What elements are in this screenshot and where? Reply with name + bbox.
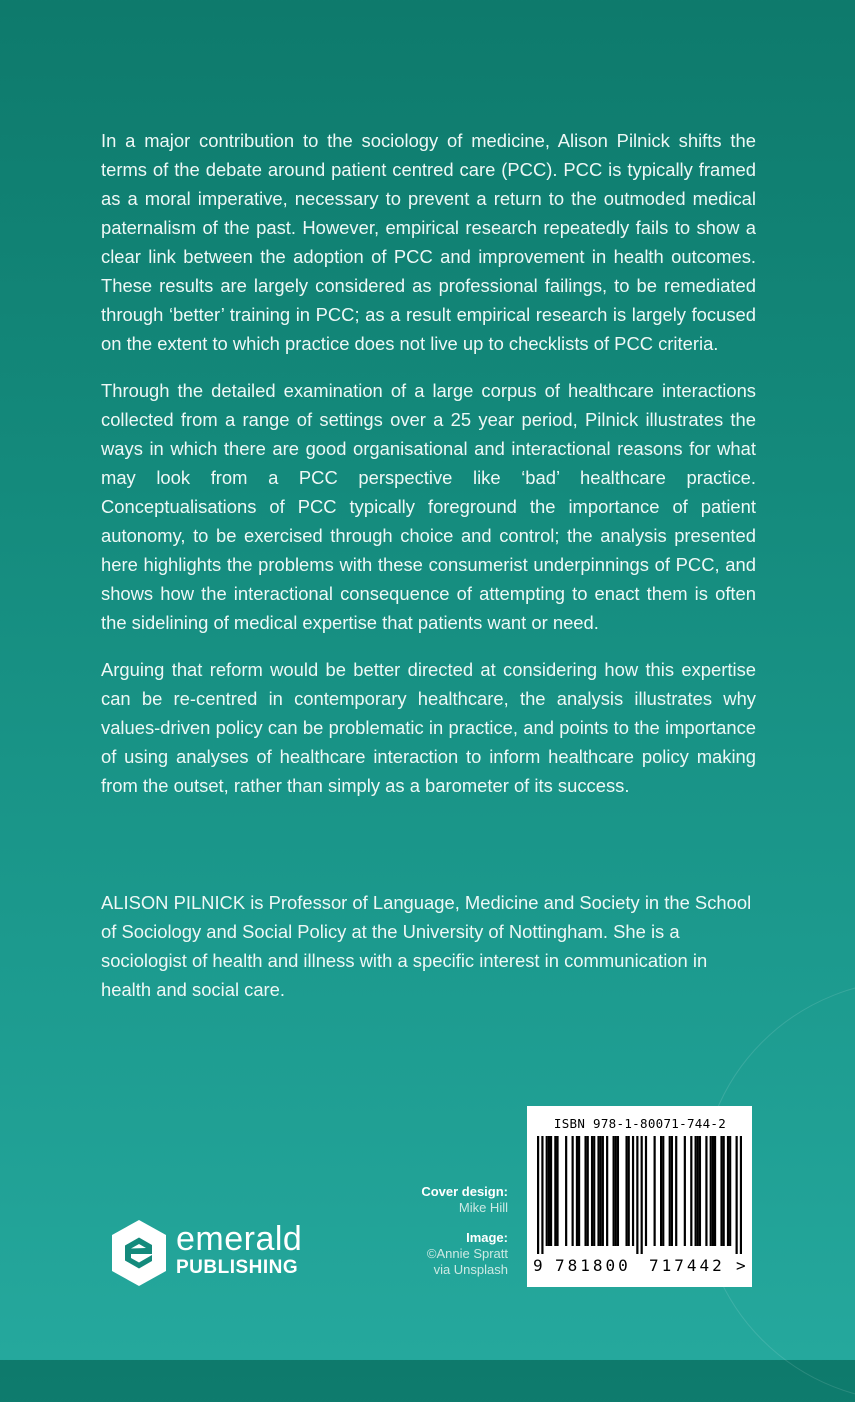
barcode-bar xyxy=(572,1136,574,1246)
image-credit-label: Image: xyxy=(466,1230,508,1245)
barcode-bar xyxy=(641,1136,643,1254)
barcode-bar xyxy=(695,1136,697,1246)
barcode-bar xyxy=(587,1136,589,1246)
blurb-paragraph-2: Through the detailed examination of a large corpus of healthcare interactions collected from a range of settings over a 25 year period, Pilnick illustrates the ways in which there are good organisational and interactional reasons for what may look from a PCC perspective like ‘bad’ healthcare practice. Conceptualisations of PCC typically foreground the importance of patient autonomy, to be exercised through choice and control; the analysis presented here highlights the problems with these consumerist underpinnings of PCC, and shows how the interactional consequence of attempting to enact them is often the sidelining of medical expertise that patients want or need. xyxy=(101,380,756,633)
barcode-bar xyxy=(729,1136,731,1246)
cover-credits xyxy=(370,1184,508,1278)
barcode-bar xyxy=(645,1136,647,1246)
image-credit-value-2: via Unsplash xyxy=(433,1262,508,1277)
barcode-bar xyxy=(736,1136,738,1254)
barcode-bar xyxy=(606,1136,608,1246)
barcode-bar xyxy=(662,1136,664,1246)
barcode-bar xyxy=(541,1136,543,1254)
barcode-bar xyxy=(690,1136,692,1246)
barcode-bar xyxy=(615,1136,617,1246)
isbn-barcode xyxy=(527,1106,752,1287)
barcode-bar xyxy=(591,1136,593,1246)
barcode-bar xyxy=(727,1136,729,1246)
barcode-bar xyxy=(710,1136,712,1246)
barcode-bar xyxy=(554,1136,556,1246)
barcode-bar xyxy=(565,1136,567,1246)
emerald-logo-icon xyxy=(108,1218,170,1288)
image-credit-value-1: ©Annie Spratt xyxy=(426,1246,508,1261)
cover-design-label: Cover design: xyxy=(421,1184,508,1199)
barcode-bar xyxy=(684,1136,686,1246)
barcode-bar xyxy=(671,1136,673,1246)
logo-word-publishing: PUBLISHING xyxy=(176,1257,299,1278)
barcode-bar xyxy=(723,1136,725,1246)
barcode-bar xyxy=(660,1136,662,1246)
barcode-bar xyxy=(714,1136,716,1246)
barcode-bar xyxy=(669,1136,671,1246)
barcode-bar xyxy=(625,1136,627,1246)
barcode-bar xyxy=(593,1136,595,1246)
barcode-bar xyxy=(600,1136,602,1246)
barcode-bar xyxy=(705,1136,707,1246)
logo-word-emerald: emerald xyxy=(176,1220,303,1258)
barcode-bar xyxy=(578,1136,580,1246)
barcode-bar xyxy=(613,1136,615,1246)
barcode-bar xyxy=(584,1136,586,1246)
cover-design-value: Mike Hill xyxy=(458,1200,508,1215)
barcode-bar xyxy=(712,1136,714,1246)
barcode-bar xyxy=(550,1136,552,1246)
isbn-quiet-mark: > xyxy=(736,1256,746,1275)
barcode-bar xyxy=(697,1136,699,1246)
author-bio xyxy=(101,888,756,1004)
emerald-publishing-logo xyxy=(108,1218,318,1290)
author-bio-text: ALISON PILNICK is Professor of Language, Medicine and Society in the School of Sociology and Social Policy at the University of Nottingham. She is a sociologist of health and illness with a specific interest in communication in health and social care. xyxy=(101,892,752,1000)
barcode-bar xyxy=(617,1136,619,1246)
barcode-bar xyxy=(699,1136,701,1246)
barcode-bar xyxy=(628,1136,630,1246)
back-cover-blurb xyxy=(101,126,756,818)
barcode-bar xyxy=(740,1136,742,1254)
barcode-bar xyxy=(576,1136,578,1246)
barcode-bar xyxy=(597,1136,599,1246)
barcode-bar xyxy=(675,1136,677,1246)
barcode-bar xyxy=(546,1136,548,1246)
barcode-bar xyxy=(556,1136,558,1246)
barcode-bar xyxy=(537,1136,539,1254)
barcode-bar xyxy=(654,1136,656,1246)
blurb-paragraph-1: In a major contribution to the sociology of medicine, Alison Pilnick shifts the terms of the debate around patient centred care (PCC). PCC is typically framed as a moral imperative, necessary to prevent a return to the outmoded medical paternalism of the past. However, empirical research repeatedly fails to show a clear link between the adoption of PCC and improvement in health outcomes. These results are largely considered as professional failings, to be remediated through ‘better’ training in PCC; as a result empirical research is largely focused on the extent to which practice does not live up to checklists of PCC criteria. xyxy=(101,130,756,354)
barcode-bar xyxy=(636,1136,638,1254)
barcode-bar xyxy=(602,1136,604,1246)
barcode-bar xyxy=(548,1136,550,1246)
isbn-digits-right: 717442 xyxy=(649,1256,725,1275)
barcode-bar xyxy=(632,1136,634,1246)
barcode-bar xyxy=(720,1136,722,1246)
isbn-digit-first: 9 xyxy=(533,1256,543,1275)
barcode-bars xyxy=(537,1136,742,1254)
blurb-paragraph-3: Arguing that reform would be better directed at considering how this expertise can be re-centred in contemporary healthcare, the analysis illustrates why values-driven policy can be problematic in practice, and points to the importance of using analyses of healthcare interaction to inform healthcare policy making from the outset, rather than simply as a barometer of its success. xyxy=(101,659,756,796)
isbn-label: ISBN 978-1-80071-744-2 xyxy=(553,1116,727,1131)
isbn-digits-left: 781800 xyxy=(555,1256,631,1275)
